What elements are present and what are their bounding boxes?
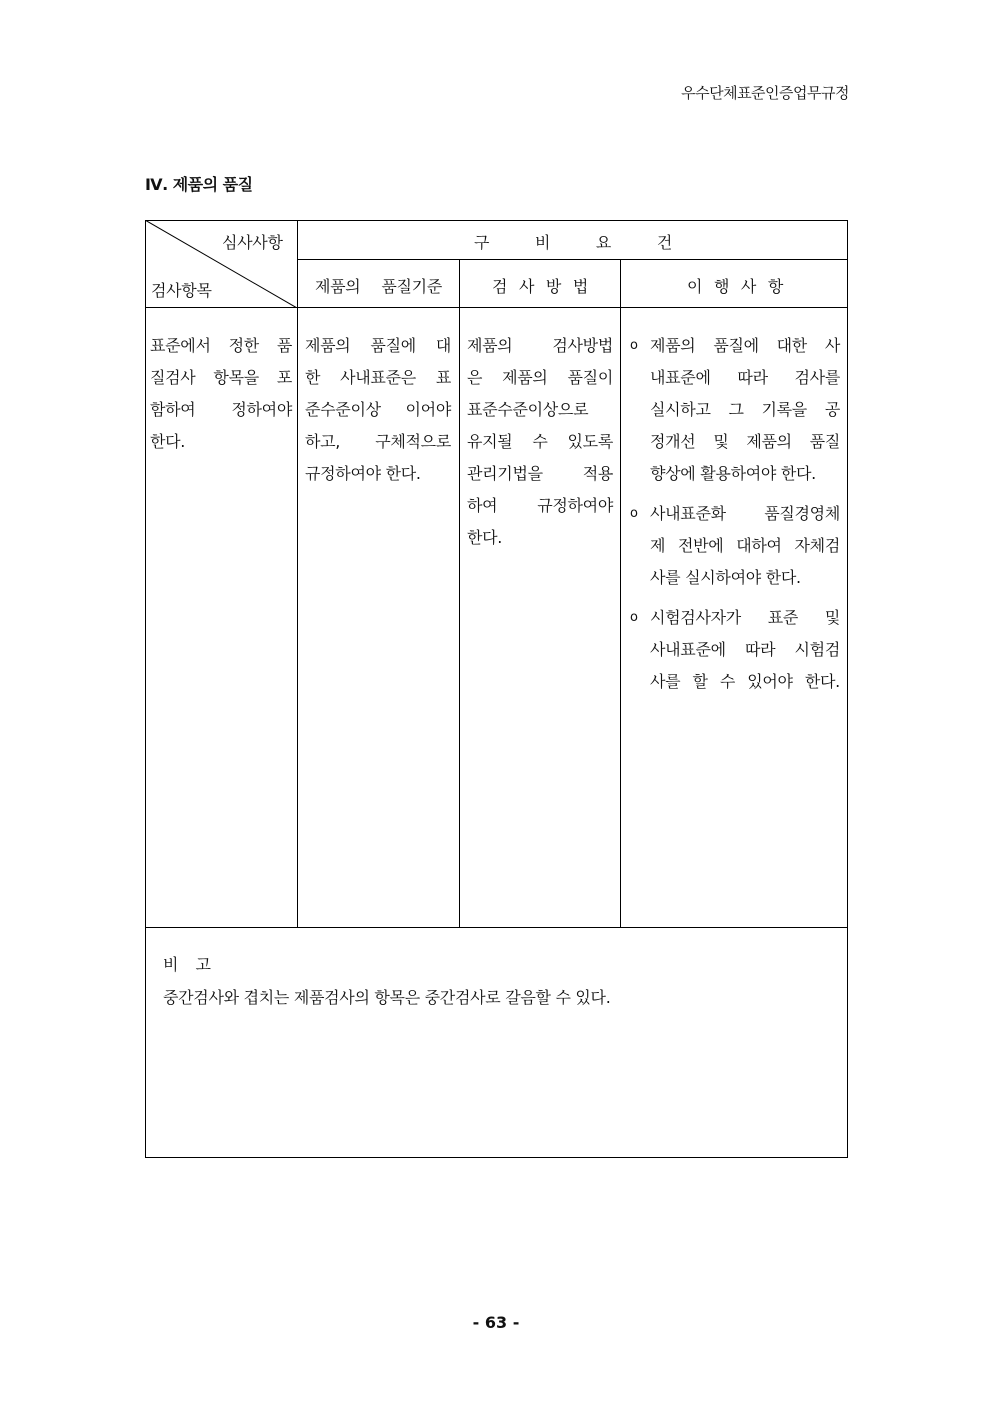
word: 및 bbox=[824, 608, 840, 627]
word: 기록을 bbox=[761, 400, 807, 419]
word: 제품의 bbox=[305, 336, 351, 355]
inspection-method-cell bbox=[467, 330, 613, 554]
word: 규정하여야 bbox=[537, 496, 613, 515]
text-line bbox=[150, 426, 292, 458]
quality-standard-cell bbox=[305, 330, 451, 490]
text-line bbox=[305, 330, 451, 362]
text-line bbox=[150, 330, 292, 362]
text-line bbox=[467, 330, 613, 362]
word: 대 bbox=[435, 336, 451, 355]
column-header-char: 행 bbox=[713, 277, 730, 296]
word: 제품의 bbox=[502, 368, 548, 387]
word: 포 bbox=[276, 368, 292, 387]
group-header-char: 비 bbox=[534, 233, 551, 252]
word: 은 bbox=[467, 368, 483, 387]
word: 제품의 bbox=[746, 432, 792, 451]
text-line bbox=[650, 330, 840, 362]
word: 한다. bbox=[150, 432, 186, 451]
text-line bbox=[650, 530, 840, 562]
word: 제 bbox=[650, 536, 666, 555]
word: 전반에 bbox=[677, 536, 724, 555]
group-header-char: 요 bbox=[595, 233, 612, 252]
column-header-word: 제품의 bbox=[315, 277, 361, 296]
text-line bbox=[467, 362, 613, 394]
text-line bbox=[305, 426, 451, 458]
column-divider-2 bbox=[459, 259, 460, 927]
text-line bbox=[650, 666, 840, 698]
word: 사내표준에 bbox=[650, 640, 726, 659]
remarks-text: 중간검사와 겹치는 제품검사의 항목은 중간검사로 갈음할 수 있다. bbox=[163, 988, 611, 1007]
text-line bbox=[150, 394, 292, 426]
group-header-char: 건 bbox=[656, 233, 672, 252]
word: 시험검사자가 bbox=[650, 608, 741, 627]
word: 표 bbox=[435, 368, 451, 387]
word: 구체적으로 bbox=[375, 432, 451, 451]
word: 표준 bbox=[767, 608, 799, 627]
word: 있어야 bbox=[747, 672, 793, 691]
word: 제품의 bbox=[467, 336, 513, 355]
text-line bbox=[305, 394, 451, 426]
word: 정한 bbox=[228, 336, 259, 355]
word: 하여 bbox=[467, 496, 498, 515]
text-line bbox=[650, 602, 840, 634]
word: 실시하고 bbox=[650, 400, 711, 419]
text-line bbox=[650, 458, 840, 490]
bullet-circle-icon: o bbox=[630, 610, 638, 625]
group-header-char: 구 bbox=[474, 233, 490, 252]
word: 질검사 bbox=[150, 368, 196, 387]
word: 따라 bbox=[745, 640, 776, 659]
word: 적용 bbox=[582, 464, 613, 483]
word: 자체검 bbox=[794, 536, 840, 555]
bullet-circle-icon: o bbox=[630, 506, 638, 521]
requirement-item bbox=[630, 498, 840, 594]
word: 한다. bbox=[467, 528, 503, 547]
word: 정개선 bbox=[650, 432, 696, 451]
word: 표준수준이상으로 bbox=[467, 400, 589, 419]
text-line bbox=[650, 562, 840, 594]
text-line bbox=[650, 394, 840, 426]
word: 수 bbox=[719, 672, 735, 691]
word: 사내표준은 bbox=[340, 368, 416, 387]
inspection-item-cell bbox=[150, 330, 292, 458]
text-line bbox=[650, 362, 840, 394]
word: 품질 bbox=[809, 432, 840, 451]
column-divider-1 bbox=[297, 220, 298, 927]
word: 따라 bbox=[737, 368, 768, 387]
word: 내표준에 bbox=[650, 368, 711, 387]
column-header-quality-standard bbox=[315, 274, 442, 297]
remarks-divider-line bbox=[145, 927, 848, 928]
column-header-implementation bbox=[687, 274, 783, 297]
page-number: - 63 - bbox=[472, 1313, 520, 1332]
word: 함하여 bbox=[150, 400, 196, 419]
running-header: 우수단체표준인증업무규정 bbox=[681, 84, 849, 102]
word: 유지될 bbox=[467, 432, 513, 451]
word: 할 bbox=[692, 672, 708, 691]
word: 규정하여야 한다. bbox=[305, 464, 421, 483]
text-line bbox=[467, 394, 613, 426]
column-header-char: 법 bbox=[572, 277, 588, 296]
requirements-cell bbox=[630, 330, 840, 706]
word: 표준에서 bbox=[150, 336, 211, 355]
word: 정하여야 bbox=[231, 400, 292, 419]
word: 사내표준화 bbox=[650, 504, 726, 523]
word: 사 bbox=[824, 336, 840, 355]
word: 하고, bbox=[305, 432, 341, 451]
word: 대하여 bbox=[736, 536, 782, 555]
column-header-char: 이 bbox=[687, 277, 703, 296]
corner-top-label: 심사사항 bbox=[222, 233, 283, 252]
requirement-item bbox=[630, 330, 840, 490]
column-header-char: 방 bbox=[545, 277, 562, 296]
word: 검사를 bbox=[794, 368, 840, 387]
word: 및 bbox=[713, 432, 729, 451]
text-line bbox=[467, 458, 613, 490]
word: 그 bbox=[728, 400, 744, 419]
word: 이어야 bbox=[405, 400, 451, 419]
word: 사를 bbox=[650, 672, 681, 691]
text-line bbox=[305, 458, 451, 490]
word: 사를 실시하여야 한다. bbox=[650, 568, 801, 587]
word: 품질경영체 bbox=[764, 504, 840, 523]
column-header-char: 사 bbox=[518, 277, 535, 296]
word: 있도록 bbox=[567, 432, 613, 451]
group-header bbox=[474, 230, 672, 253]
word: 대한 bbox=[776, 336, 807, 355]
text-line bbox=[467, 522, 613, 554]
column-divider-3 bbox=[620, 259, 621, 927]
text-line bbox=[467, 426, 613, 458]
text-line bbox=[150, 362, 292, 394]
section-title: Ⅳ. 제품의 품질 bbox=[145, 175, 253, 194]
word: 수 bbox=[532, 432, 548, 451]
word: 검사방법 bbox=[552, 336, 613, 355]
column-header-word: 품질기준 bbox=[381, 277, 442, 296]
bullet-circle-icon: o bbox=[630, 338, 638, 353]
word: 관리기법을 bbox=[467, 464, 543, 483]
column-header-inspection-method bbox=[492, 274, 588, 297]
remarks-label: 비 고 bbox=[163, 955, 217, 974]
word: 한다. bbox=[804, 672, 840, 691]
word: 준수준이상 bbox=[305, 400, 381, 419]
corner-bottom-label: 검사항목 bbox=[151, 281, 212, 300]
word: 품질이 bbox=[567, 368, 613, 387]
word: 시험검 bbox=[794, 640, 840, 659]
text-line bbox=[650, 498, 840, 530]
header-divider-line bbox=[297, 259, 848, 260]
word: 품질에 bbox=[370, 336, 416, 355]
text-line bbox=[650, 634, 840, 666]
text-line bbox=[650, 426, 840, 458]
word: 공 bbox=[824, 400, 840, 419]
word: 제품의 bbox=[650, 336, 696, 355]
word: 항목을 bbox=[213, 368, 259, 387]
word: 품 bbox=[276, 336, 292, 355]
word: 품질에 bbox=[713, 336, 759, 355]
column-header-char: 사 bbox=[740, 277, 757, 296]
requirement-item bbox=[630, 602, 840, 698]
text-line bbox=[467, 490, 613, 522]
text-line bbox=[305, 362, 451, 394]
word: 향상에 활용하여야 한다. bbox=[650, 464, 816, 483]
column-header-char: 항 bbox=[767, 277, 783, 296]
column-header-char: 검 bbox=[492, 277, 508, 296]
word: 한 bbox=[305, 368, 321, 387]
